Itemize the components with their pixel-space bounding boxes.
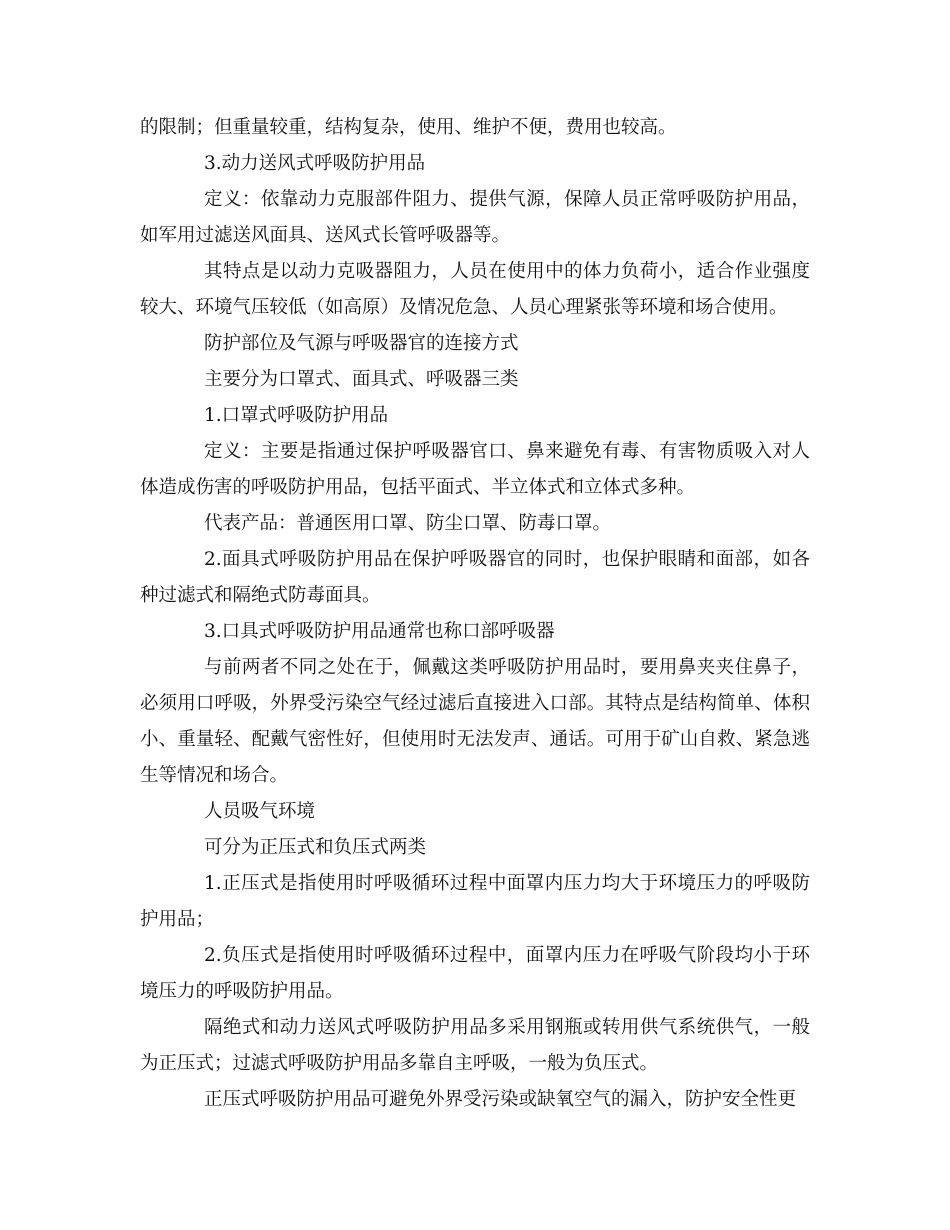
paragraph-definition-mask: 定义：主要是指通过保护呼吸器官口、鼻来避免有毒、有害物质吸入对人体造成伤害的呼吸防护用品，包括平面式、半立体式和立体式多种。 xyxy=(140,441,810,498)
heading-breathing-environment: 人员吸气环境 xyxy=(204,801,316,822)
paragraph-supply-methods: 隔绝式和动力送风式呼吸防护用品多采用钢瓶或转用供气系统供气，一般为正压式；过滤式呼吸防护用品多靠自主呼吸，一般为负压式。 xyxy=(140,1017,810,1074)
paragraph-definition-powered: 定义：依靠动力克服部件阻力、提供气源，保障人员正常呼吸防护用品，如军用过滤送风面具、送风式长管呼吸器等。 xyxy=(140,189,810,246)
paragraph-representative-products: 代表产品：普通医用口罩、防尘口罩、防毒口罩。 xyxy=(204,513,612,534)
paragraph-facepiece-type: 2.面具式呼吸防护用品在保护呼吸器官的同时，也保护眼睛和面部，如各种过滤式和隔绝式防毒面具。 xyxy=(140,549,810,606)
paragraph-continuation: 的限制；但重量较重，结构复杂，使用、维护不便，费用也较高。 xyxy=(140,117,677,138)
paragraph-positive-pressure: 1.正压式是指使用时呼吸循环过程中面罩内压力均大于环境压力的呼吸防护用品； xyxy=(140,873,810,930)
heading-mouthpiece-type: 3.口具式呼吸防护用品通常也称口部呼吸器 xyxy=(204,621,555,642)
paragraph-positive-pressure-safety: 正压式呼吸防护用品可避免外界受污染或缺氧空气的漏入，防护安全性更 xyxy=(204,1089,797,1110)
paragraph-mouthpiece-details: 与前两者不同之处在于，佩戴这类呼吸防护用品时，要用鼻夹夹住鼻子，必须用口呼吸，外界受污染空气经过滤后直接进入口部。其特点是结构简单、体积小、重量轻、配戴气密性好，但使用时无法发声、通话。可用于矿山自救、紧急逃生等情况和场合。 xyxy=(140,657,810,786)
heading-mask-type: 1.口罩式呼吸防护用品 xyxy=(204,405,389,426)
paragraph-negative-pressure: 2.负压式是指使用时呼吸循环过程中，面罩内压力在呼吸气阶段均小于环境压力的呼吸防护用品。 xyxy=(140,945,810,1002)
heading-protection-area: 防护部位及气源与呼吸器官的连接方式 xyxy=(204,333,519,354)
paragraph-three-types: 主要分为口罩式、面具式、呼吸器三类 xyxy=(204,369,519,390)
document-body xyxy=(140,110,810,1118)
paragraph-features-powered: 其特点是以动力克吸器阻力，人员在使用中的体力负荷小，适合作业强度较大、环境气压较低（如高原）及情况危急、人员心理紧张等环境和场合使用。 xyxy=(140,261,810,318)
heading-powered-air: 3.动力送风式呼吸防护用品 xyxy=(204,153,426,174)
paragraph-pressure-types: 可分为正压式和负压式两类 xyxy=(204,837,427,858)
